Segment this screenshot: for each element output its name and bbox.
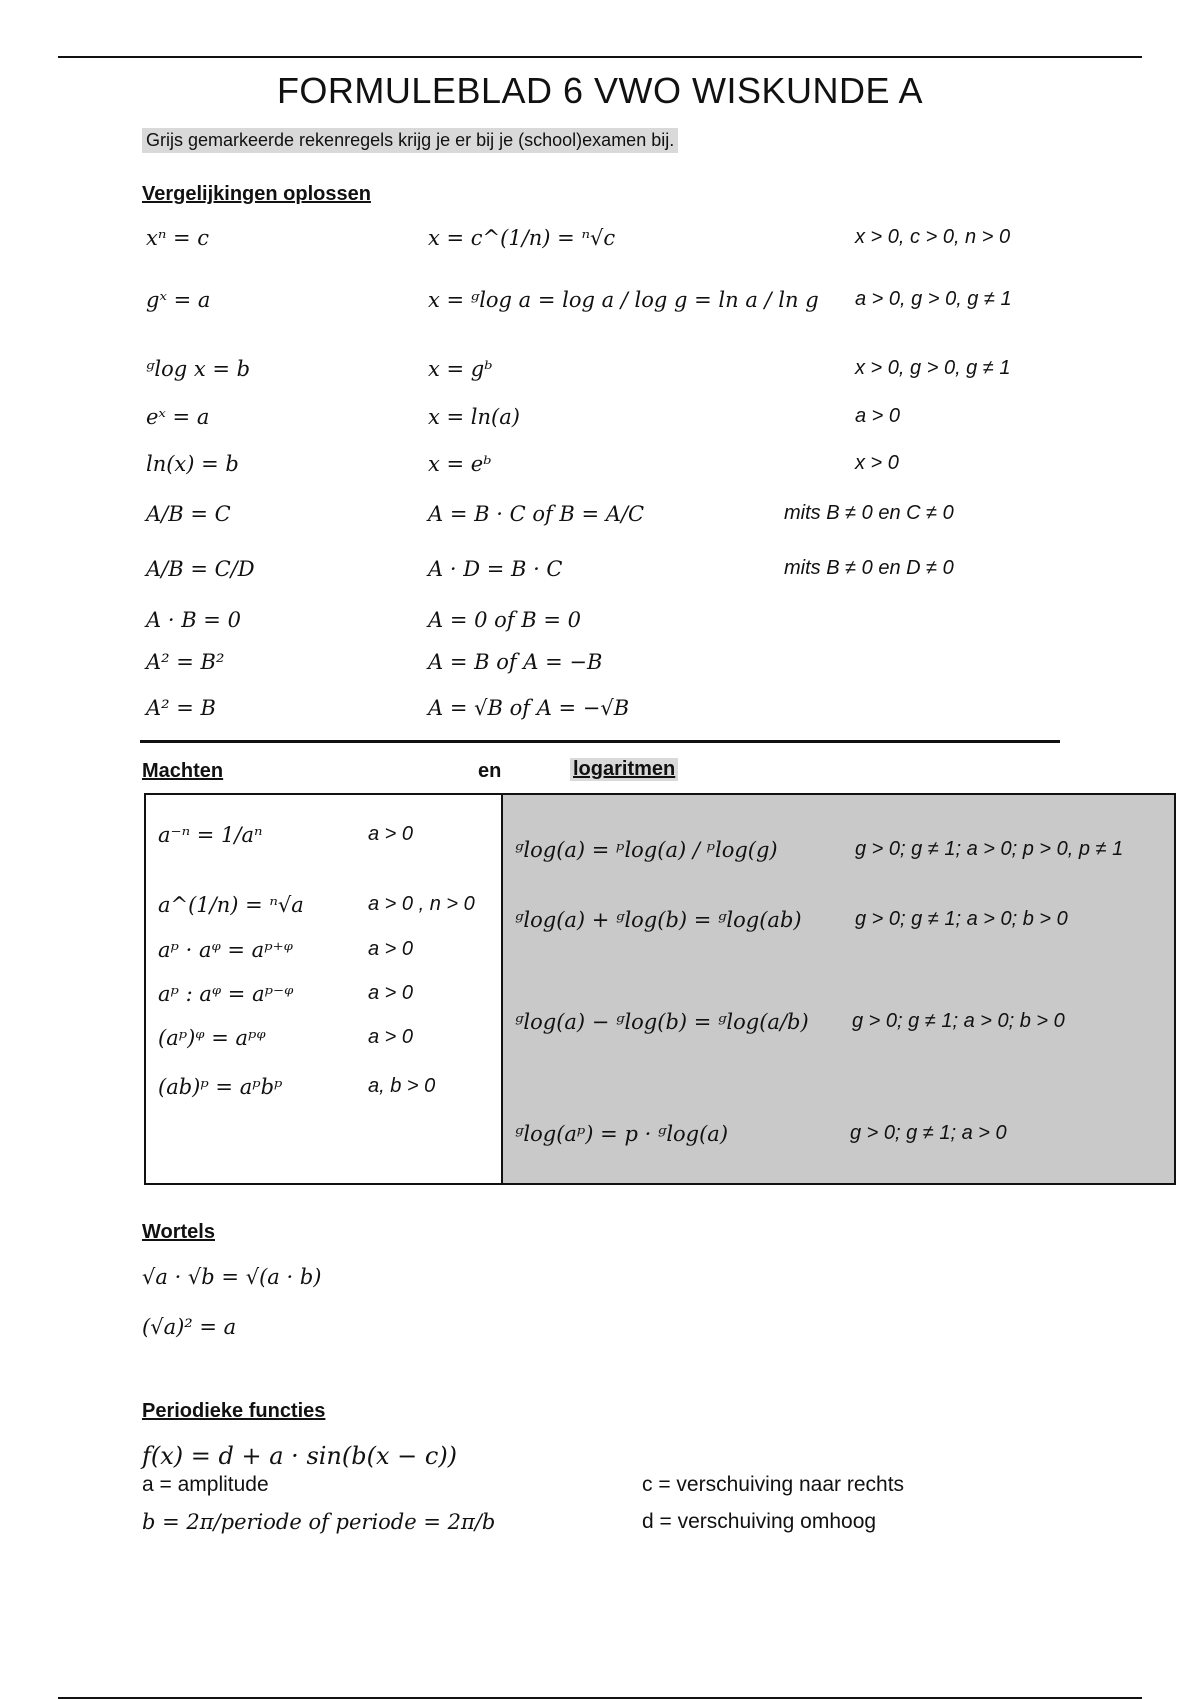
- eq-row-2: gˣ = a: [146, 288, 211, 312]
- log-cond-1: g > 0; g ≠ 1; a > 0; p > 0, p ≠ 1: [855, 838, 1124, 860]
- cond-row-7: mits B ≠ 0 en D ≠ 0: [784, 557, 954, 579]
- eq-row-3: ᵍlog x = b: [146, 357, 251, 381]
- eq-row-6: A/B = C: [146, 502, 231, 526]
- section-heading-machten: Machten: [142, 760, 224, 782]
- machten-eq-6: (ab)ᵖ = aᵖbᵖ: [158, 1075, 283, 1099]
- sol-row-9: A = B of A = −B: [428, 650, 603, 674]
- sol-row-10: A = √B of A = −√B: [428, 696, 630, 720]
- log-eq-3: ᵍlog(a) − ᵍlog(b) = ᵍlog(a/b): [515, 1010, 809, 1034]
- eq-row-7: A/B = C/D: [146, 557, 255, 581]
- eq-row-5: ln(x) = b: [146, 452, 239, 476]
- machten-cond-4: a > 0: [368, 982, 414, 1004]
- sol-row-4: x = ln(a): [428, 405, 520, 429]
- sol-row-7: A · D = B · C: [428, 557, 563, 581]
- bottom-rule: [58, 1697, 1142, 1699]
- eq-row-8: A · B = 0: [146, 608, 241, 632]
- machten-eq-5: (aᵖ)ᵠ = aᵖᵠ: [158, 1026, 266, 1050]
- wortels-row-2: (√a)² = a: [142, 1315, 237, 1339]
- note-highlight: Grijs gemarkeerde rekenregels krijg je er bij je (school)examen bij.: [142, 128, 678, 153]
- eq-row-4: eˣ = a: [146, 405, 210, 429]
- machten-eq-1: a⁻ⁿ = 1/aⁿ: [158, 823, 263, 847]
- section-heading-wortels: Wortels: [142, 1221, 215, 1243]
- log-cond-4: g > 0; g ≠ 1; a > 0: [850, 1122, 1007, 1144]
- cond-row-3: x > 0, g > 0, g ≠ 1: [855, 357, 1011, 379]
- machten-eq-4: aᵖ : aᵠ = aᵖ⁻ᵠ: [158, 982, 294, 1006]
- page-title: FORMULEBLAD 6 VWO WISKUNDE A: [276, 70, 924, 111]
- eq-row-10: A² = B: [146, 696, 216, 720]
- cond-row-1: x > 0, c > 0, n > 0: [855, 226, 1011, 248]
- sol-row-3: x = gᵇ: [428, 357, 493, 381]
- eq-row-9: A² = B²: [146, 650, 225, 674]
- sol-row-1: x = c^(1/n) = ⁿ√c: [428, 226, 616, 250]
- periodiek-c-def: c = verschuiving naar rechts: [642, 1473, 905, 1496]
- machten-cond-2: a > 0 , n > 0: [368, 893, 475, 915]
- sol-row-8: A = 0 of B = 0: [428, 608, 581, 632]
- section-heading-vergelijkingen: Vergelijkingen oplossen: [142, 183, 371, 205]
- machten-eq-3: aᵖ · aᵠ = aᵖ⁺ᵠ: [158, 938, 293, 962]
- cond-row-4: a > 0: [855, 405, 901, 427]
- log-cond-3: g > 0; g ≠ 1; a > 0; b > 0: [852, 1010, 1065, 1032]
- section-heading-logaritmen: logaritmen: [570, 758, 678, 781]
- cond-row-2: a > 0, g > 0, g ≠ 1: [855, 288, 1012, 310]
- periodiek-formula: f(x) = d + a · sin(b(x − c)): [142, 1442, 458, 1470]
- periodiek-b-def: b = 2π/periode of periode = 2π/b: [142, 1510, 496, 1534]
- log-eq-1: ᵍlog(a) = ᵖlog(a) / ᵖlog(g): [515, 838, 778, 862]
- cond-row-5: x > 0: [855, 452, 899, 474]
- top-rule: [58, 56, 1142, 58]
- sol-row-6: A = B · C of B = A/C: [428, 502, 645, 526]
- sol-row-5: x = eᵇ: [428, 452, 492, 476]
- periodiek-a-def: a = amplitude: [142, 1473, 269, 1496]
- section-rule: [140, 740, 1060, 743]
- log-eq-4: ᵍlog(aᵖ) = p · ᵍlog(a): [515, 1122, 729, 1146]
- cond-row-6: mits B ≠ 0 en C ≠ 0: [784, 502, 954, 524]
- log-eq-2: ᵍlog(a) + ᵍlog(b) = ᵍlog(ab): [515, 908, 802, 932]
- machten-cond-6: a, b > 0: [368, 1075, 436, 1097]
- section-heading-periodiek: Periodieke functies: [142, 1400, 326, 1422]
- connector-en: en: [478, 760, 502, 782]
- machten-cond-3: a > 0: [368, 938, 414, 960]
- machten-cond-1: a > 0: [368, 823, 414, 845]
- sol-row-2: x = ᵍlog a = log a / log g = ln a / ln g: [428, 288, 819, 312]
- log-cond-2: g > 0; g ≠ 1; a > 0; b > 0: [855, 908, 1068, 930]
- eq-row-1: xⁿ = c: [146, 226, 210, 250]
- machten-eq-2: a^(1/n) = ⁿ√a: [158, 893, 304, 917]
- machten-cond-5: a > 0: [368, 1026, 414, 1048]
- periodiek-d-def: d = verschuiving omhoog: [642, 1510, 877, 1533]
- wortels-row-1: √a · √b = √(a · b): [142, 1265, 322, 1289]
